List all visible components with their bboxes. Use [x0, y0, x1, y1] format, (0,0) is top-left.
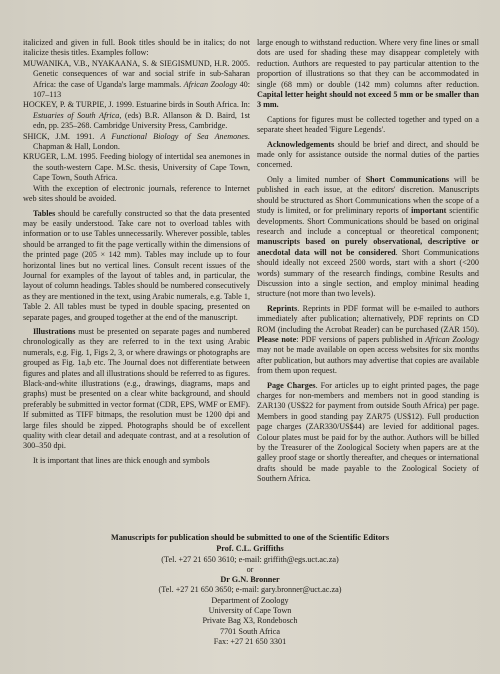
reference-entry: KRUGER, L.M. 1995. Feeding biology of intertidal sea anemones in the south-western Cape. M.Sc. thesis, University of Cape Town, Cape Town, South Africa.	[23, 152, 250, 183]
acknowledgements-heading: Acknowledgements	[267, 139, 335, 149]
lines-note: It is important that lines are thick enough and symbols	[33, 455, 210, 465]
submission-heading: Manuscripts for publication should be submitted to one of the Scientific Editors	[110, 533, 389, 542]
reference-entry: MUWANIKA, V.B., NYAKAANA, S. & SIEGISMUND, H.R. 2005. Genetic consequences of war and social strife in sub-Saharan Africa: the case of Uganda's large mammals. African Zoology 40: 107–113	[23, 58, 250, 100]
internet-note: With the exception of electronic journals, reference to Internet web sites should be avoided.	[23, 183, 250, 204]
captions-paragraph: Captions for figures must be collected together and typed on a separate sheet headed 'Figure Legends'.	[257, 114, 479, 135]
editor-contact: (Tel. +27 21 650 3650; e-mail: gary.bronner@uct.ac.za)	[158, 585, 342, 595]
reprints-heading: Reprints	[267, 303, 298, 313]
editor-name: Prof. C.L. Griffiths	[216, 544, 284, 554]
address-line: 7701 South Africa	[219, 626, 281, 636]
address-line: Department of Zoology	[211, 595, 289, 605]
short-communications-paragraph: Only a limited number of Short Communications will be published in each issue, at the editors' discretion. Manuscripts should be structured as Short Communications when the scope of a study is limited, or for preliminary reports of important scientific developments. Short Communications should be based on original research and include a conceptual or theoretical component; manuscripts based on purely observational, descriptive or anecdotal data will not be considered. Short Communications should ideally not exceed 2500 words, start with a short (<200 words) summary of the research findings, combine Results and Discussion into a single section, and employ minimal heading structure (not more than two levels).	[257, 174, 480, 299]
illustrations-heading: Illustrations	[33, 326, 76, 336]
reprints-paragraph: Reprints. Reprints in PDF format will be e-mailed to authors immediately after publication; alternatively, PDF reprints on CD ROM (including the Acrobat Reader) can be purchased (ZAR 150). Please note: PDF versions of papers published in African Zoology may not be made available on open access websites for six months after publication, but authors may advertise that copies are available from them upon request.	[257, 303, 479, 376]
reference-entry: SHICK, J.M. 1991. A Functional Biology of Sea Anemones. Chapman & Hall, London.	[23, 131, 250, 152]
address-line: Fax: +27 21 650 3301	[213, 636, 287, 646]
or-separator: or	[246, 564, 254, 574]
editor-contact: (Tel. +27 21 650 3610; e-mail: griffith@egs.uct.ac.za)	[161, 554, 339, 564]
address-line: University of Cape Town	[208, 606, 292, 616]
illustrations-paragraph: Illustrations must be presented on separate pages and numbered chronologically as they are referred to in the text using Arabic numerals, e.g. Fig. 1, Figs 2, 3, or where drawings or photographs are grouped as Fig. 1a,b etc. The Journal does not differentiate between figures and plates and all illustrations should be referred to as figures. Black-and-white illustrations (e.g., drawings, diagrams, maps and graphs) must be presented on a clear white background, and should preferably be submitted in vector format (CDR, EPS, WMF or EMF). If submitted as TIFF bitmaps, the resolution must be 1200 dpi and large files should be zipped. Photographs should be of excellent quality with clear detail and adequate contrast, and at a resolution of 300–350 dpi.	[23, 326, 250, 451]
address-line: Private Bag X3, Rondebosch	[202, 616, 298, 626]
editor-name: Dr G.N. Bronner	[220, 575, 280, 585]
acknowledgements-paragraph: Acknowledgements should be brief and direct, and should be made only for assistance outside the normal duties of the parties concerned.	[257, 139, 479, 170]
left-column	[23, 38, 250, 466]
reference-intro: italicized and given in full. Book titles should be in italics; do not italicize thesis titles. Examples follow:	[23, 38, 250, 58]
reference-entry: HOCKEY, P. & TURPIE, J. 1999. Estuarine birds in South Africa. In: Estuaries of South Africa, (eds) B.R. Allanson & D. Baird, 1st edn, pp. 235–268. Cambridge University Press, Cambridge.	[23, 100, 250, 131]
right-column	[257, 38, 479, 485]
page-charges-paragraph: Page Charges. For articles up to eight printed pages, the page charges for non-members and members not in good standing is ZAR130 (US$22 for payment from outside South Africa) per page. Members in good standing pay ZAR75 (US$12). Full production page charges (ZAR330/US$44) are levied for additional pages. Colour plates must be paid for by the author. Authors will be billed by the Treasurer of the Zoological Society when papers are at the galley proof stage or shortly thereafter, and cheques or international drafts should be made payable to the Zoological Society of Southern Africa.	[257, 380, 479, 484]
submission-footer	[60, 533, 440, 647]
illustrations-continued: large enough to withstand reduction. Where very fine lines or small dots are used for shading these may disappear completely with reduction. Authors are requested to pay particular attention to the proportion of illustrations so that they can be accommodated in single (68 mm) or double (142 mm) columns after reduction. Capital letter height should not exceed 5 mm or be smaller than 3 mm.	[257, 38, 479, 110]
tables-paragraph: Tables should be carefully constructed so that the data presented may be easily understood. Take care not to overload tables with information or to use Tables unnecessarily. Wherever possible, tables should be arranged to fit the page vertically within the dimensions of the printed page (205 × 142 mm). Tables may include up to four horizontal lines but no vertical lines. Consult recent issues of the Journal for examples of the layout of tables and, in particular, the layout of column headings. Tables should be numbered consecutively as they are mentioned in the text, using Arabic numerals, e.g. Table 1, Table 2. All tables must be typed in double spacing, presented on separate pages, and grouped together at the end of the manuscript.	[23, 208, 250, 322]
tables-heading: Tables	[33, 208, 56, 218]
page-charges-heading: Page Charges	[267, 380, 316, 390]
